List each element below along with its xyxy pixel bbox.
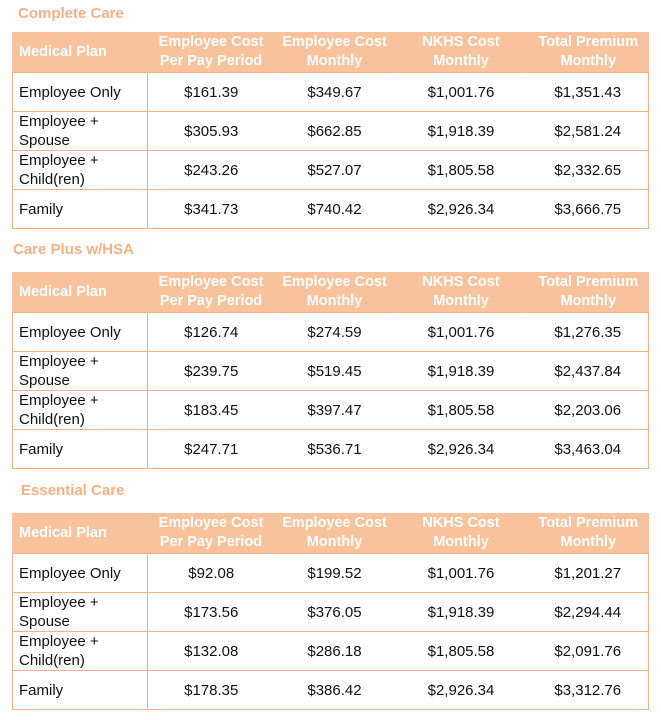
header-employee-cost-per-pay: Employee Cost Per Pay Period xyxy=(148,513,275,554)
table-row xyxy=(13,151,649,190)
table-row xyxy=(13,313,649,352)
per-pay-cell: $92.08 xyxy=(148,554,275,593)
plan-name-cell: Employee Only xyxy=(13,73,148,112)
per-pay-cell: $305.93 xyxy=(148,112,275,151)
total-cell: $3,666.75 xyxy=(528,190,649,229)
nkhs-cell: $2,926.34 xyxy=(395,430,528,469)
header-employee-cost-monthly: Employee Cost Monthly xyxy=(275,513,395,554)
plan-name-cell: Employee Only xyxy=(13,554,148,593)
plan-name-cell: Employee + Child(ren) xyxy=(13,391,148,430)
plan-table-essential-care xyxy=(12,513,649,710)
nkhs-cell: $1,001.76 xyxy=(395,313,528,352)
plan-name-cell: Employee + Spouse xyxy=(13,352,148,391)
table-row xyxy=(13,632,649,671)
monthly-cell: $740.42 xyxy=(275,190,395,229)
plan-name-cell: Employee Only xyxy=(13,313,148,352)
monthly-cell: $527.07 xyxy=(275,151,395,190)
section-title-care-plus-hsa: Care Plus w/HSA xyxy=(13,241,134,258)
nkhs-cell: $2,926.34 xyxy=(395,671,528,710)
plan-name-cell: Employee + Spouse xyxy=(13,112,148,151)
plan-name-cell: Family xyxy=(13,190,148,229)
nkhs-cell: $2,926.34 xyxy=(395,190,528,229)
plan-name-cell: Employee + Child(ren) xyxy=(13,151,148,190)
per-pay-cell: $239.75 xyxy=(148,352,275,391)
per-pay-cell: $132.08 xyxy=(148,632,275,671)
table-row xyxy=(13,593,649,632)
nkhs-cell: $1,805.58 xyxy=(395,151,528,190)
per-pay-cell: $178.35 xyxy=(148,671,275,710)
plan-table-complete-care xyxy=(12,32,649,229)
plan-name-cell: Family xyxy=(13,671,148,710)
monthly-cell: $199.52 xyxy=(275,554,395,593)
plan-table-care-plus-hsa xyxy=(12,272,649,469)
header-total-premium: Total Premium Monthly xyxy=(528,272,649,313)
header-nkhs-cost: NKHS Cost Monthly xyxy=(395,32,528,73)
header-employee-cost-per-pay: Employee Cost Per Pay Period xyxy=(148,272,275,313)
nkhs-cell: $1,918.39 xyxy=(395,352,528,391)
header-medical-plan: Medical Plan xyxy=(13,272,148,313)
monthly-cell: $386.42 xyxy=(275,671,395,710)
nkhs-cell: $1,918.39 xyxy=(395,112,528,151)
header-employee-cost-monthly: Employee Cost Monthly xyxy=(275,272,395,313)
per-pay-cell: $247.71 xyxy=(148,430,275,469)
table-row xyxy=(13,190,649,229)
header-total-premium: Total Premium Monthly xyxy=(528,32,649,73)
total-cell: $2,203.06 xyxy=(528,391,649,430)
header-total-premium: Total Premium Monthly xyxy=(528,513,649,554)
table-header-row xyxy=(13,32,649,73)
monthly-cell: $286.18 xyxy=(275,632,395,671)
nkhs-cell: $1,805.58 xyxy=(395,632,528,671)
monthly-cell: $662.85 xyxy=(275,112,395,151)
total-cell: $3,463.04 xyxy=(528,430,649,469)
table-header-row xyxy=(13,513,649,554)
table-row xyxy=(13,73,649,112)
plan-name-cell: Employee + Child(ren) xyxy=(13,632,148,671)
section-title-complete-care: Complete Care xyxy=(18,5,124,22)
total-cell: $1,276.35 xyxy=(528,313,649,352)
table-row xyxy=(13,112,649,151)
total-cell: $3,312.76 xyxy=(528,671,649,710)
plan-name-cell: Family xyxy=(13,430,148,469)
header-nkhs-cost: NKHS Cost Monthly xyxy=(395,513,528,554)
per-pay-cell: $161.39 xyxy=(148,73,275,112)
table-row xyxy=(13,430,649,469)
total-cell: $2,437.84 xyxy=(528,352,649,391)
per-pay-cell: $173.56 xyxy=(148,593,275,632)
nkhs-cell: $1,001.76 xyxy=(395,554,528,593)
header-employee-cost-per-pay: Employee Cost Per Pay Period xyxy=(148,32,275,73)
nkhs-cell: $1,001.76 xyxy=(395,73,528,112)
table-row xyxy=(13,391,649,430)
plan-name-cell: Employee + Spouse xyxy=(13,593,148,632)
per-pay-cell: $341.73 xyxy=(148,190,275,229)
total-cell: $1,201.27 xyxy=(528,554,649,593)
header-employee-cost-monthly: Employee Cost Monthly xyxy=(275,32,395,73)
monthly-cell: $376.05 xyxy=(275,593,395,632)
total-cell: $2,581.24 xyxy=(528,112,649,151)
per-pay-cell: $243.26 xyxy=(148,151,275,190)
monthly-cell: $349.67 xyxy=(275,73,395,112)
table-row xyxy=(13,554,649,593)
header-nkhs-cost: NKHS Cost Monthly xyxy=(395,272,528,313)
nkhs-cell: $1,805.58 xyxy=(395,391,528,430)
header-medical-plan: Medical Plan xyxy=(13,32,148,73)
header-medical-plan: Medical Plan xyxy=(13,513,148,554)
total-cell: $2,294.44 xyxy=(528,593,649,632)
per-pay-cell: $183.45 xyxy=(148,391,275,430)
monthly-cell: $397.47 xyxy=(275,391,395,430)
section-title-essential-care: Essential Care xyxy=(21,482,125,499)
per-pay-cell: $126.74 xyxy=(148,313,275,352)
monthly-cell: $274.59 xyxy=(275,313,395,352)
table-row xyxy=(13,671,649,710)
total-cell: $2,332.65 xyxy=(528,151,649,190)
total-cell: $1,351.43 xyxy=(528,73,649,112)
table-row xyxy=(13,352,649,391)
table-header-row xyxy=(13,272,649,313)
monthly-cell: $519.45 xyxy=(275,352,395,391)
total-cell: $2,091.76 xyxy=(528,632,649,671)
monthly-cell: $536.71 xyxy=(275,430,395,469)
nkhs-cell: $1,918.39 xyxy=(395,593,528,632)
